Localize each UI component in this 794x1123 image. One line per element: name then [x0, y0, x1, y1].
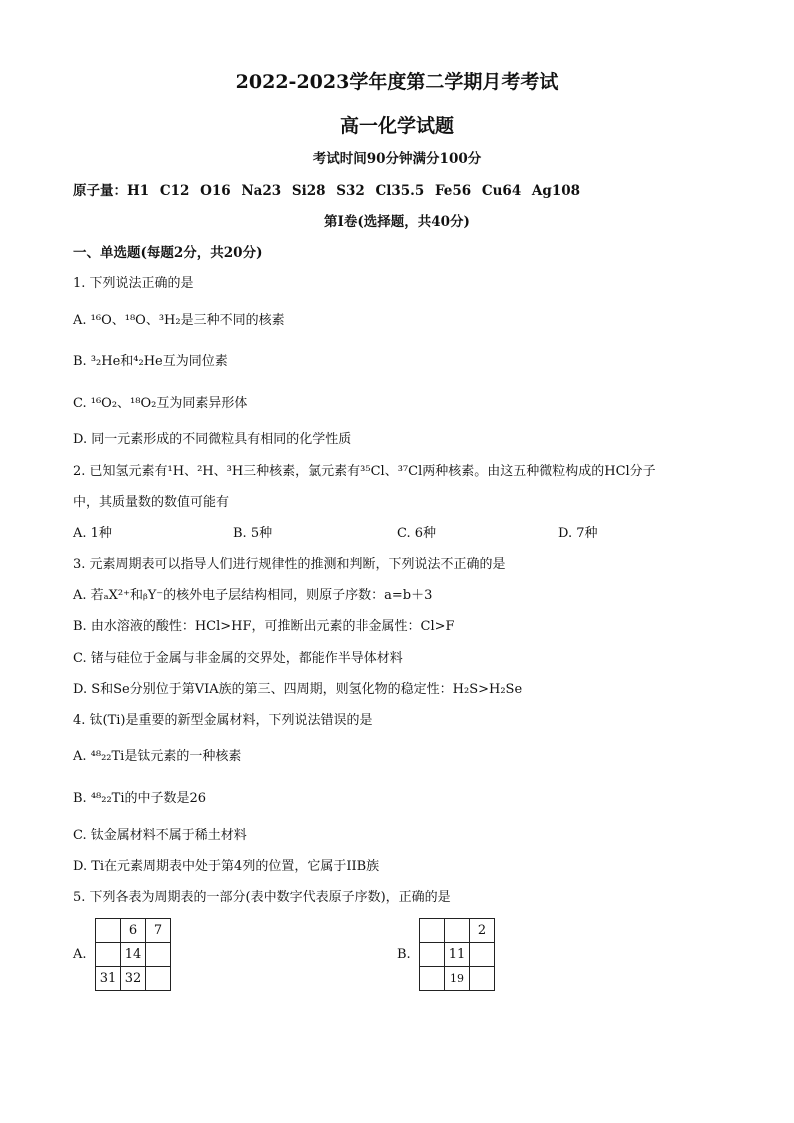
- question-4-option-b: B. ⁴⁸₂₂Ti的中子数是26: [73, 791, 207, 806]
- periodic-table-fragment-a: [95, 918, 171, 991]
- exam-subtitle: 高一化学试题: [339, 115, 454, 137]
- question-4-option-a: A. ⁴⁸₂₂Ti是钛元素的一种核素: [73, 749, 242, 764]
- question-3-option-a: A. 若ₐX²⁺和ᵦY⁻的核外电子层结构相同，则原子序数：a=b＋3: [73, 588, 433, 603]
- time-info: 考试时间90分钟满分100分: [312, 151, 482, 167]
- question-2-option-a: A. 1种: [73, 526, 112, 541]
- question-1-option-a: A. ¹⁶O、¹⁸O、³H₂是三种不同的核素: [73, 313, 285, 328]
- question-3-option-c: C. 锗与硅位于金属与非金属的交界处，都能作半导体材料: [73, 651, 403, 666]
- table-a-cell: 7: [146, 919, 171, 943]
- question-2-option-b: B. 5种: [233, 526, 273, 541]
- question-1-option-b: B. ³₂He和⁴₂He互为同位素: [73, 354, 228, 369]
- table-a-cell: [96, 919, 121, 943]
- table-b-cell: [470, 943, 495, 967]
- question-5-stem: 5. 下列各表为周期表的一部分(表中数字代表原子序数)，正确的是: [73, 890, 451, 905]
- table-b-cell: [420, 919, 445, 943]
- periodic-table-fragment-b: [419, 918, 495, 991]
- question-4-option-c: C. 钛金属材料不属于稀土材料: [73, 828, 247, 843]
- table-b-cell: [420, 967, 445, 991]
- table-a-cell: 14: [121, 943, 146, 967]
- table-b-cell: [420, 943, 445, 967]
- question-2-option-c: C. 6种: [397, 526, 437, 541]
- question-4-option-d: D. Ti在元素周期表中处于第4列的位置，它属于IIB族: [73, 859, 380, 874]
- table-a-cell: 31: [96, 967, 121, 991]
- table-b-cell: 11: [445, 943, 470, 967]
- question-5-label-a: A.: [73, 947, 87, 962]
- table-b-cell: [445, 919, 470, 943]
- question-3-option-b: B. 由水溶液的酸性：HCl>HF，可推断出元素的非金属性：Cl>F: [73, 619, 455, 634]
- atomic-mass-line: 原子量：H1 C12 O16 Na23 Si28 S32 Cl35.5 Fe56 Cu64 Ag108: [73, 183, 581, 199]
- question-2-stem-line1: 2. 已知氢元素有¹H、²H、³H三种核素，氯元素有³⁵Cl、³⁷Cl两种核素。由这五种微粒构成的HCl分子: [73, 464, 656, 479]
- table-a-cell: 32: [121, 967, 146, 991]
- question-1-option-d: D. 同一元素形成的不同微粒具有相同的化学性质: [73, 432, 352, 447]
- question-5-label-b: B.: [397, 947, 411, 962]
- table-b-cell: [470, 967, 495, 991]
- question-3-option-d: D. S和Se分别位于第VIA族的第三、四周期，则氢化物的稳定性：H₂S>H₂Se: [73, 682, 523, 697]
- question-1-stem: 1. 下列说法正确的是: [73, 276, 194, 291]
- question-2-option-d: D. 7种: [558, 526, 598, 541]
- question-2-stem-line2: 中，其质量数的数值可能有: [73, 495, 230, 510]
- table-a-cell: 6: [121, 919, 146, 943]
- part1-heading: 一、单选题(每题2分，共20分): [73, 245, 263, 261]
- question-1-option-c: C. ¹⁶O₂、¹⁸O₂互为同素异形体: [73, 396, 248, 411]
- section-heading: 第I卷(选择题，共40分): [324, 214, 470, 230]
- table-b-cell: 19: [445, 967, 470, 991]
- question-3-stem: 3. 元素周期表可以指导人们进行规律性的推测和判断，下列说法不正确的是: [73, 557, 506, 572]
- table-a-cell: [146, 967, 171, 991]
- table-a-cell: [146, 943, 171, 967]
- question-4-stem: 4. 钛(Ti)是重要的新型金属材料，下列说法错误的是: [73, 713, 373, 728]
- exam-title: 2022-2023学年度第二学期月考考试: [235, 71, 559, 93]
- table-b-cell: 2: [470, 919, 495, 943]
- table-a-cell: [96, 943, 121, 967]
